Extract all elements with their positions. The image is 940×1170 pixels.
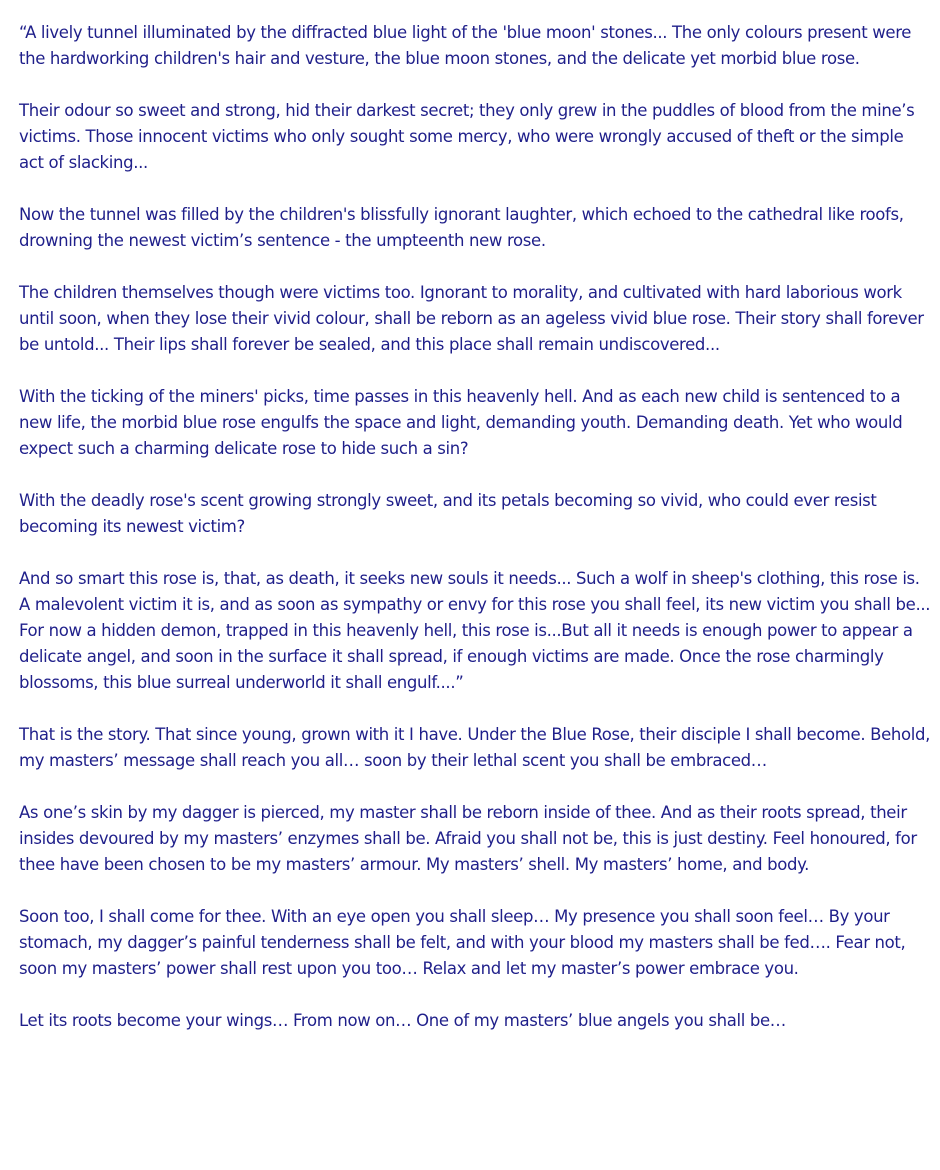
- story-paragraph-2: Their odour so sweet and strong, hid their darkest secret; they only grew in the puddles of blood from the mine’s victims. Those innocent victims who only sought some mercy, who were wrongly accused of theft or the simple act of slacking...: [19, 101, 915, 172]
- story-paragraph-9: As one’s skin by my dagger is pierced, my master shall be reborn inside of thee. And as their roots spread, their insides devoured by my masters’ enzymes shall be. Afraid you shall not be, this is just destiny. Feel honoured, for thee have been chosen to be my masters’ armour. My masters’ shell. My masters’ home, and body.: [19, 803, 917, 874]
- story-paragraph-7: And so smart this rose is, that, as death, it seeks new souls it needs... Such a wolf in sheep's clothing, this rose is. A malevolent victim it is, and as soon as sympathy or envy for this rose you shall feel, its new victim you shall be... For now a hidden demon, trapped in this heavenly hell, this rose is...But all it needs is enough power to appear a delicate angel, and soon in the surface it shall spread, if enough victims are made. Once the rose charmingly blossoms, this blue surreal underworld it shall engulf....”: [19, 569, 931, 692]
- story-paragraph-8: That is the story. That since young, grown with it I have. Under the Blue Rose, their disciple I shall become. Behold, my masters’ message shall reach you all… soon by their lethal scent you shall be embraced…: [19, 725, 930, 770]
- story-paragraph-6: With the deadly rose's scent growing strongly sweet, and its petals becoming so vivid, who could ever resist becoming its newest victim?: [19, 491, 877, 536]
- story-paragraph-11: Let its roots become your wings… From now on… One of my masters’ blue angels you shall be…: [19, 1011, 786, 1030]
- story-paragraph-3: Now the tunnel was filled by the children's blissfully ignorant laughter, which echoed to the cathedral like roofs, drowning the newest victim’s sentence - the umpteenth new rose.: [19, 205, 904, 250]
- story-paragraph-10: Soon too, I shall come for thee. With an eye open you shall sleep… My presence you shall soon feel… By your stomach, my dagger’s painful tenderness shall be felt, and with your blood my masters shall be fed…. Fear not, soon my masters’ power shall rest upon you too… Relax and let my master’s power embrace you.: [19, 907, 906, 978]
- story-paragraph-5: With the ticking of the miners' picks, time passes in this heavenly hell. And as each new child is sentenced to a new life, the morbid blue rose engulfs the space and light, demanding youth. Demanding death. Yet who would expect such a charming delicate rose to hide such a sin?: [19, 387, 903, 458]
- story-paragraph-4: The children themselves though were victims too. Ignorant to morality, and cultivated with hard laborious work until soon, when they lose their vivid colour, shall be reborn as an ageless vivid blue rose. Their story shall forever be untold... Their lips shall forever be sealed, and this place shall remain undiscovered...: [19, 283, 924, 354]
- story-paragraph-1: “A lively tunnel illuminated by the diffracted blue light of the 'blue moon' stones... The only colours present were the hardworking children's hair and vesture, the blue moon stones, and the delicate yet morbid blue rose.: [19, 23, 912, 68]
